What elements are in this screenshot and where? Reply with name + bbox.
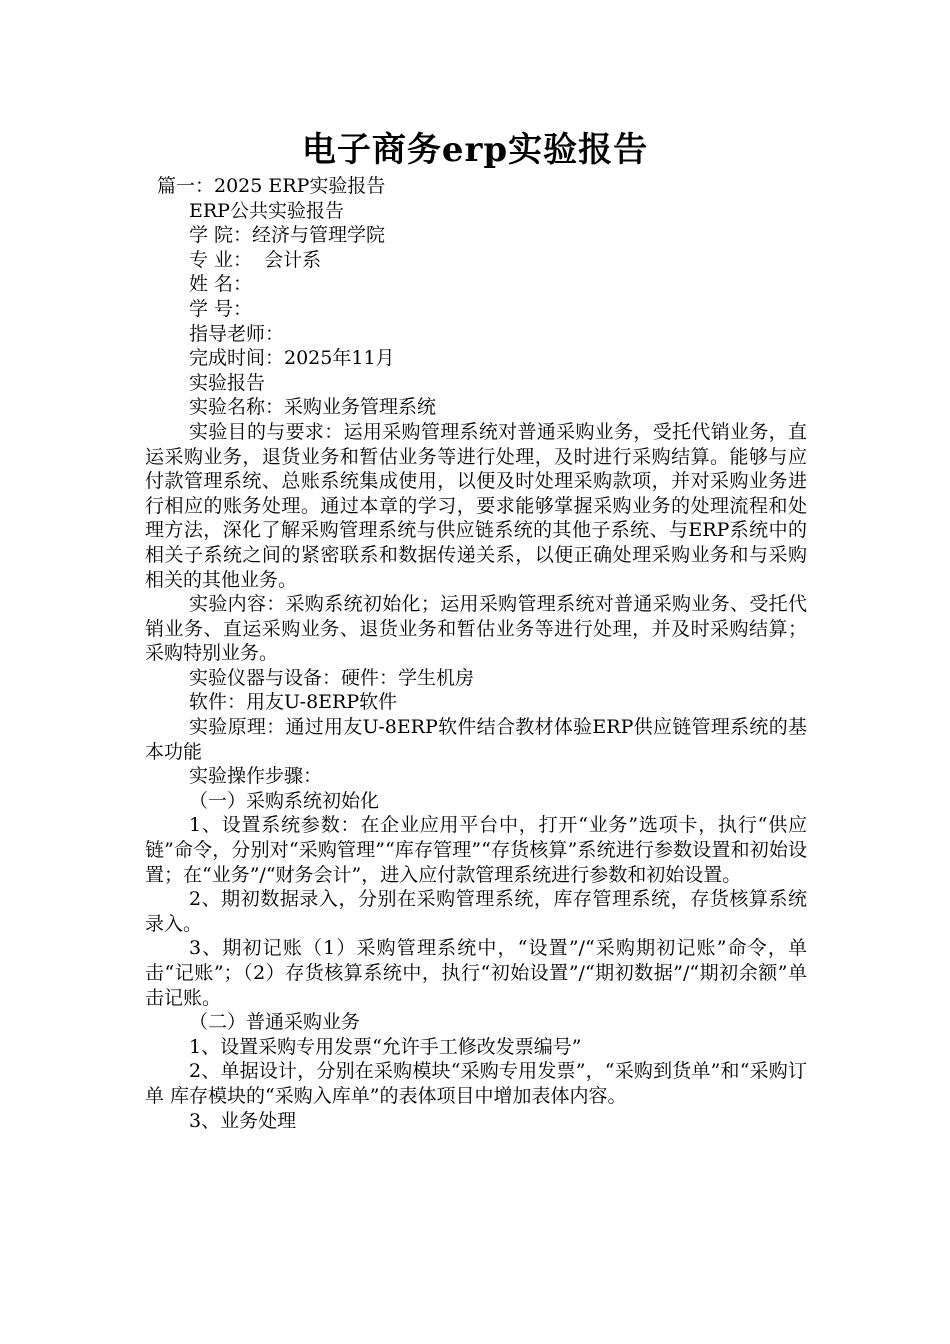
step-paragraph-1: 1、设置系统参数：在企业应用平台中，打开“业务”选项卡，执行“供应链”命令，分别对“采购管理”“库存管理”“存货核算”系统进行参数设置和初始设置；在“业务”/“财务会计”，进入应付款管理系统进行参数和初始设置。 (145, 814, 807, 886)
document-body (145, 174, 807, 1133)
report-label: 实验报告 (189, 371, 266, 394)
content-paragraph: 实验内容：采购系统初始化；运用采购管理系统对普通采购业务、受托代销业务、直运采购业务、退货业务和暂估业务等进行处理，并及时采购结算；采购特别业务。 (145, 593, 807, 665)
name-line: 姓 名： (189, 273, 253, 296)
section-heading: 篇一：2025 ERP实验报告 (157, 175, 386, 197)
step-paragraph-3: 3、期初记账（1）采购管理系统中，“设置”/“采购期初记账”命令，单击“记账”；（2）存货核算系统中，执行“初始设置”/“期初数据”/“期初余额”单击记账。 (145, 937, 807, 1009)
step-line-1: 1、设置采购专用发票“允许手工修改发票编号” (189, 1035, 582, 1058)
advisor-line: 指导老师： (189, 322, 285, 345)
document-title: 电子商务erp实验报告 (301, 130, 649, 170)
college-line: 学 院：经济与管理学院 (189, 224, 386, 247)
software-line: 软件：用友U-8ERP软件 (189, 691, 398, 714)
principle-paragraph: 实验原理：通过用友U-8ERP软件结合教材体验ERP供应链管理系统的基本功能 (145, 716, 807, 763)
completion-date-line: 完成时间：2025年11月 (189, 347, 395, 370)
subsection-heading-2: （二）普通采购业务 (189, 1011, 361, 1034)
student-id-line: 学 号： (189, 297, 253, 320)
step-paragraph-4: 2、单据设计，分别在采购模块“采购专用发票”，“采购到货单”和“采购订单 库存模块的“采购入库单”的表体项目中增加表体内容。 (145, 1060, 807, 1107)
subsection-heading-1: （一）采购系统初始化 (189, 789, 380, 812)
major-line: 专 业： 会计系 (189, 248, 322, 271)
step-paragraph-2: 2、期初数据录入，分别在采购管理系统，库存管理系统，存货核算系统录入。 (145, 888, 807, 935)
experiment-name: 实验名称：采购业务管理系统 (189, 396, 437, 419)
steps-heading: 实验操作步骤： (189, 765, 323, 788)
step-line-3: 3、业务处理 (189, 1109, 297, 1132)
equipment-line: 实验仪器与设备：硬件：学生机房 (189, 666, 475, 689)
objective-paragraph: 实验目的与要求：运用采购管理系统对普通采购业务，受托代销业务，直运采购业务，退货业务和暂估业务等进行处理，及时进行采购结算。能够与应付款管理系统、总账系统集成使用，以便及时处理采购款项，并对采购业务进行相应的账务处理。通过本章的学习，要求能够掌握采购业务的处理流程和处理方法，深化了解采购管理系统与供应链系统的其他子系统、与ERP系统中的相关子系统之间的紧密联系和数据传递关系，以便正确处理采购业务和与采购相关的其他业务。 (145, 420, 807, 591)
report-subtitle: ERP公共实验报告 (189, 199, 344, 222)
